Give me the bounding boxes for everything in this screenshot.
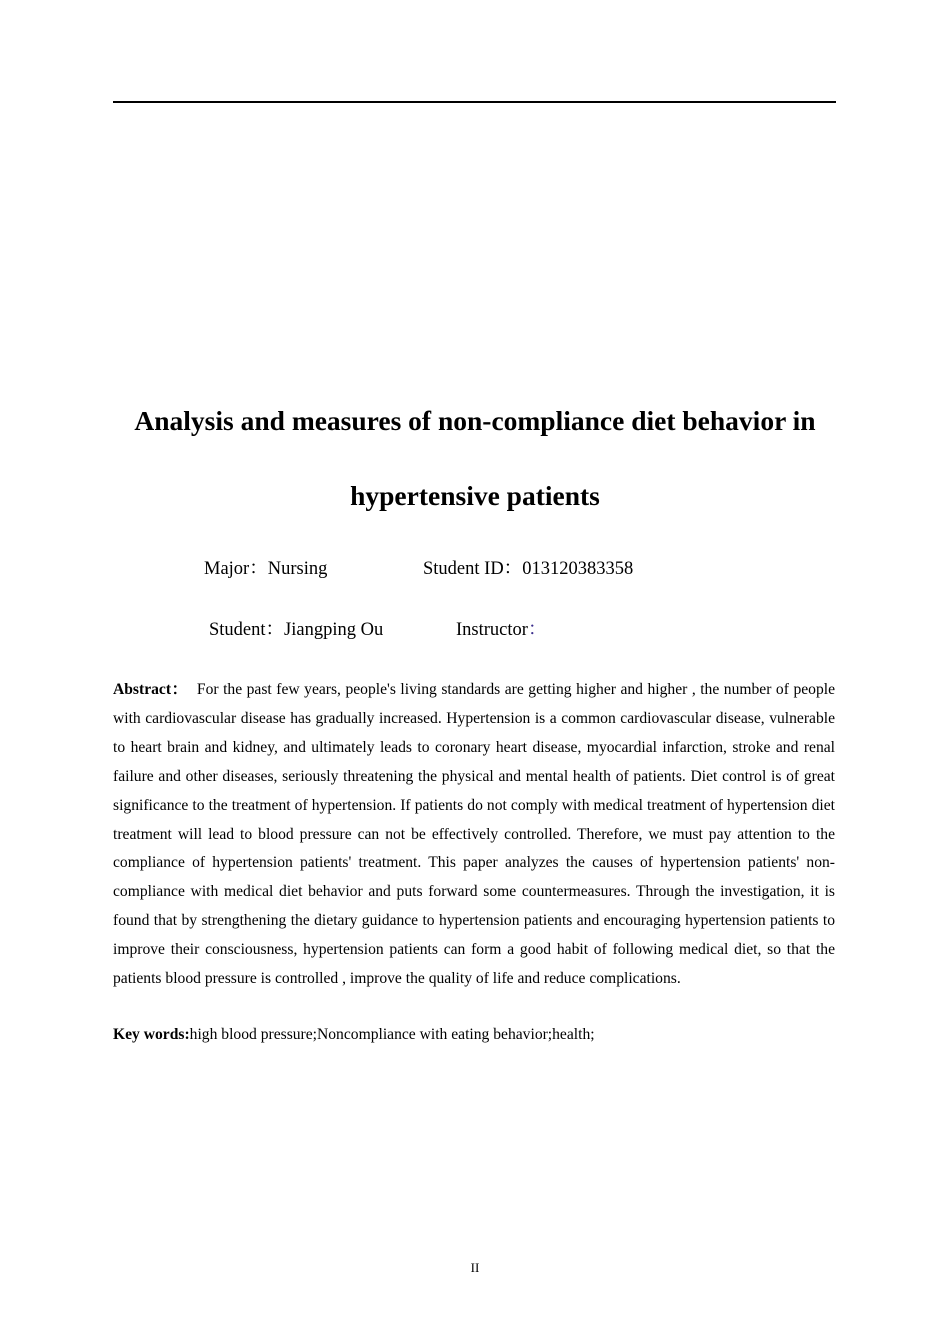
student-id-value: 013120383358 bbox=[522, 559, 634, 579]
page-number: II bbox=[470, 1260, 480, 1275]
student-id-label: Student ID： bbox=[423, 559, 523, 579]
major-value: Nursing bbox=[267, 559, 328, 579]
student-line bbox=[209, 618, 383, 642]
student-id-line bbox=[423, 557, 633, 581]
abstract-label: Abstract： bbox=[113, 681, 188, 698]
major-label: Major： bbox=[204, 559, 268, 579]
abstract-paragraph bbox=[113, 676, 835, 994]
instructor-colon: ： bbox=[527, 620, 547, 640]
major-line bbox=[204, 557, 327, 581]
instructor-label: Instructor bbox=[456, 620, 528, 640]
abstract-text: For the past few years, people's living standards are getting higher and higher , the number of people with cardiovascular disease has gradually increased. Hypertension is a common cardiovascular disease, vulnerable to heart brain and kidney, and ultimately leads to coronary heart disease, myocardial infarction, stroke and renal failure and other diseases, seriously threatening the physical and mental health of patients. Diet control is of great significance to the treatment of hypertension. If patients do not comply with medical treatment of hypertension diet treatment will lead to blood pressure can not be effectively controlled. Therefore, we must pay attention to the compliance of hypertension patients' treatment. This paper analyzes the causes of hypertension patients' non-compliance with medical diet behavior and puts forward some countermeasures. Through the investigation, it is found that by strengthening the dietary guidance to hypertension patients and encouraging hypertension patients to improve their consciousness, hypertension patients can form a good habit of following medical diet, so that the patients blood pressure is controlled , improve the quality of life and reduce complications. bbox=[113, 681, 836, 988]
student-value: Jiangping Ou bbox=[284, 620, 384, 640]
student-label: Student： bbox=[209, 620, 285, 640]
keywords-line bbox=[113, 1023, 835, 1047]
document-title: Analysis and measures of non-compliance diet behavior in hypertensive patients bbox=[134, 405, 816, 511]
instructor-line bbox=[456, 618, 546, 642]
header-rule bbox=[113, 101, 836, 103]
keywords-text: high blood pressure;Noncompliance with eating behavior;health; bbox=[189, 1026, 595, 1043]
keywords-label: Key words: bbox=[113, 1026, 190, 1043]
